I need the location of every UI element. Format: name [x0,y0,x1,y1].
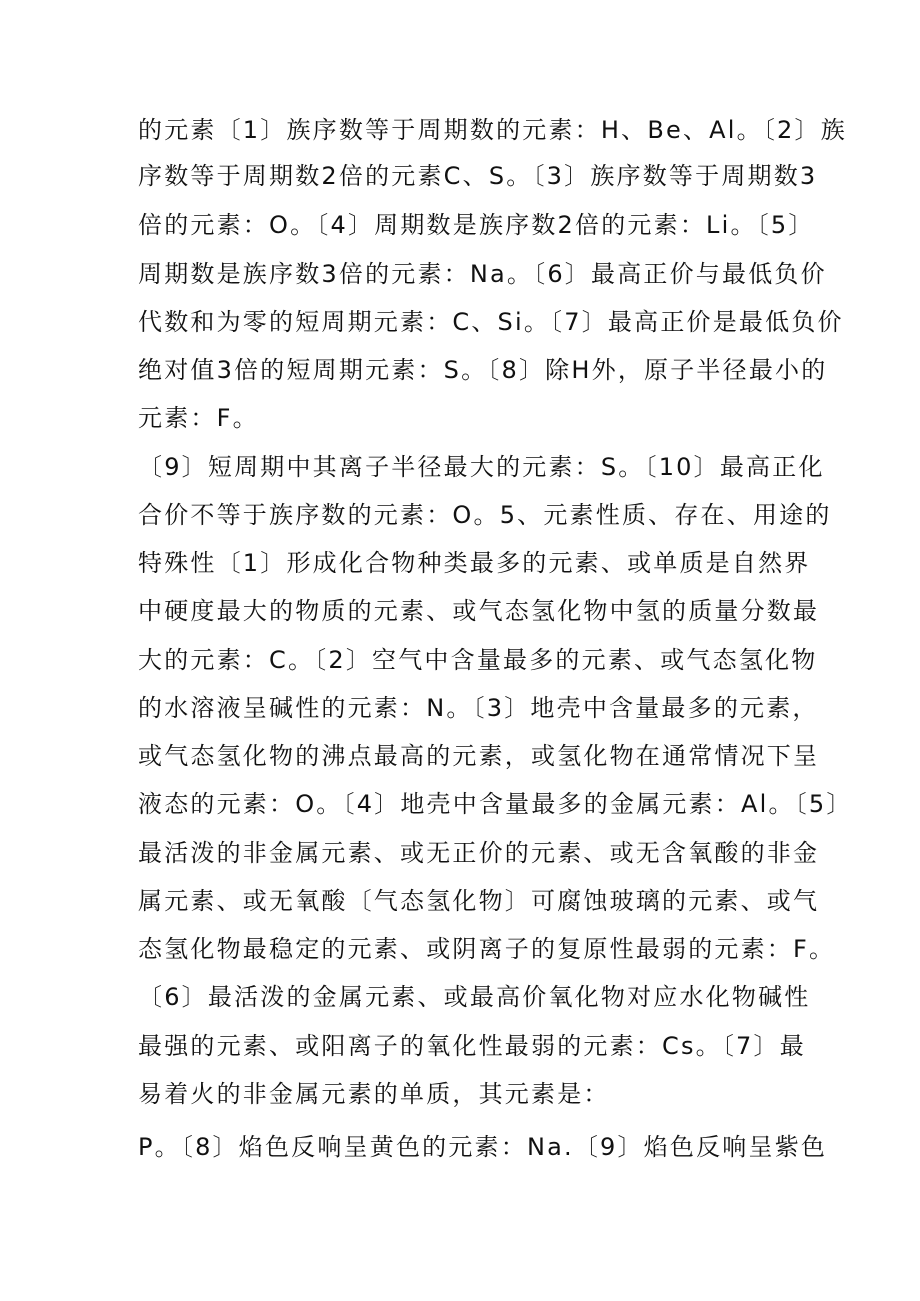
text-line: 的元素〔1〕族序数等于周期数的元素：H、Be、Al。〔2〕族 [138,116,847,144]
text-line: 或气态氢化物的沸点最高的元素，或氢化物在通常情况下呈 [138,742,820,770]
text-line: 最强的元素、或阳离子的氧化性最弱的元素：Cs。〔7〕最 [138,1032,806,1060]
text-line: 易着火的非金属元素的单质，其元素是： [138,1080,610,1108]
text-line: 最活泼的非金属元素、或无正价的元素、或无含氧酸的非金 [138,839,820,867]
text-line: 序数等于周期数2倍的元素C、S。〔3〕族序数等于周期数3 [138,162,818,190]
text-line: P。〔8〕焰色反响呈黄色的元素：Na.〔9〕焰色反响呈紫色 [138,1133,828,1161]
text-line: 中硬度最大的物质的元素、或气态氢化物中氢的质量分数最 [138,597,820,625]
text-line: 合价不等于族序数的元素：O。5、元素性质、存在、用途的 [138,501,832,529]
text-line: 代数和为零的短周期元素：C、Si。〔7〕最高正价是最低负价 [138,308,844,336]
text-line: 液态的元素：O。〔4〕地壳中含量最多的金属元素：Al。〔5〕 [138,790,853,818]
text-line: 态氢化物最稳定的元素、或阴离子的复原性最弱的元素：F。 [138,935,836,963]
text-line: 特殊性〔1〕形成化合物种类最多的元素、或单质是自然界 [138,549,811,577]
text-line: 属元素、或无氧酸〔气态氢化物〕可腐蚀玻璃的元素、或气 [138,887,820,915]
text-line: 的水溶液呈碱性的元素：N。〔3〕地壳中含量最多的元素， [138,694,819,722]
text-line: 周期数是族序数3倍的元素：Na。〔6〕最高正价与最低负价 [138,260,827,288]
text-line: 倍的元素：O。〔4〕周期数是族序数2倍的元素：Li。〔5〕 [138,211,815,239]
text-line: 绝对值3倍的短周期元素：S。〔8〕除H外，原子半径最小的 [138,356,828,384]
text-line: 〔6〕最活泼的金属元素、或最高价氧化物对应水化物碱性 [138,983,811,1011]
text-line: 〔9〕短周期中其离子半径最大的元素：S。〔10〕最高正化 [138,453,825,481]
text-line: 大的元素：C。〔2〕空气中含量最多的元素、或气态氢化物 [138,646,818,674]
text-line: 元素：F。 [138,404,259,432]
